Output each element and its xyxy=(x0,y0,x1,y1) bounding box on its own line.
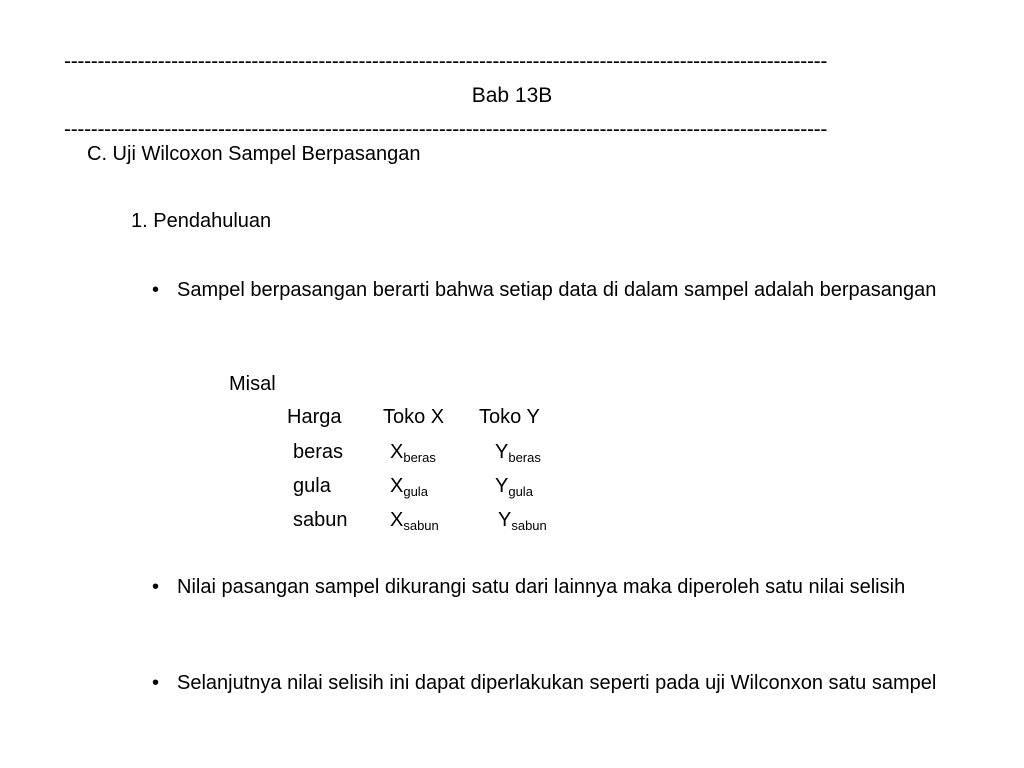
example-label: Misal xyxy=(229,373,276,395)
row-x-sabun: $X_{sabun}$ xyxy=(390,509,439,533)
bottom-separator: ------------------------------------------------------------------------------------------------------------------ xyxy=(64,118,828,141)
row-y-beras: $Y_{beras}$ xyxy=(495,441,541,465)
row-y-gula: $Y_{gula}$ xyxy=(495,475,533,499)
row-item-sabun: sabun xyxy=(293,509,348,531)
header-toko-x: Toko X xyxy=(383,406,445,428)
row-x-gula: $X_{gula}$ xyxy=(390,475,428,499)
bullet-text: Selanjutnya nilai selisih ini dapat diperlakukan seperti pada uji Wilconxon satu sampel xyxy=(177,672,937,694)
row-x-beras: $X_{beras}$ xyxy=(390,441,436,465)
header-harga: Harga xyxy=(287,406,342,428)
section-heading: C. Uji Wilcoxon Sampel Berpasangan xyxy=(87,143,421,165)
page-title: Bab 13B xyxy=(471,84,553,107)
row-y-sabun: $Y_{sabun}$ xyxy=(498,509,547,533)
bullet-icon: • xyxy=(152,279,160,301)
bullet-icon: • xyxy=(152,672,160,694)
bullet-icon: • xyxy=(152,576,160,598)
bullet-text: Sampel berpasangan berarti bahwa setiap data di dalam sampel adalah berpasangan xyxy=(177,279,937,301)
top-separator: ------------------------------------------------------------------------------------------------------------------ xyxy=(64,50,828,73)
row-item-beras: beras xyxy=(293,441,344,463)
bullet-text: Nilai pasangan sampel dikurangi satu dari lainnya maka diperoleh satu nilai selisih xyxy=(177,576,906,598)
header-toko-y: Toko Y xyxy=(479,406,540,428)
row-item-gula: gula xyxy=(293,475,331,497)
subsection-heading: 1. Pendahuluan xyxy=(131,210,272,232)
